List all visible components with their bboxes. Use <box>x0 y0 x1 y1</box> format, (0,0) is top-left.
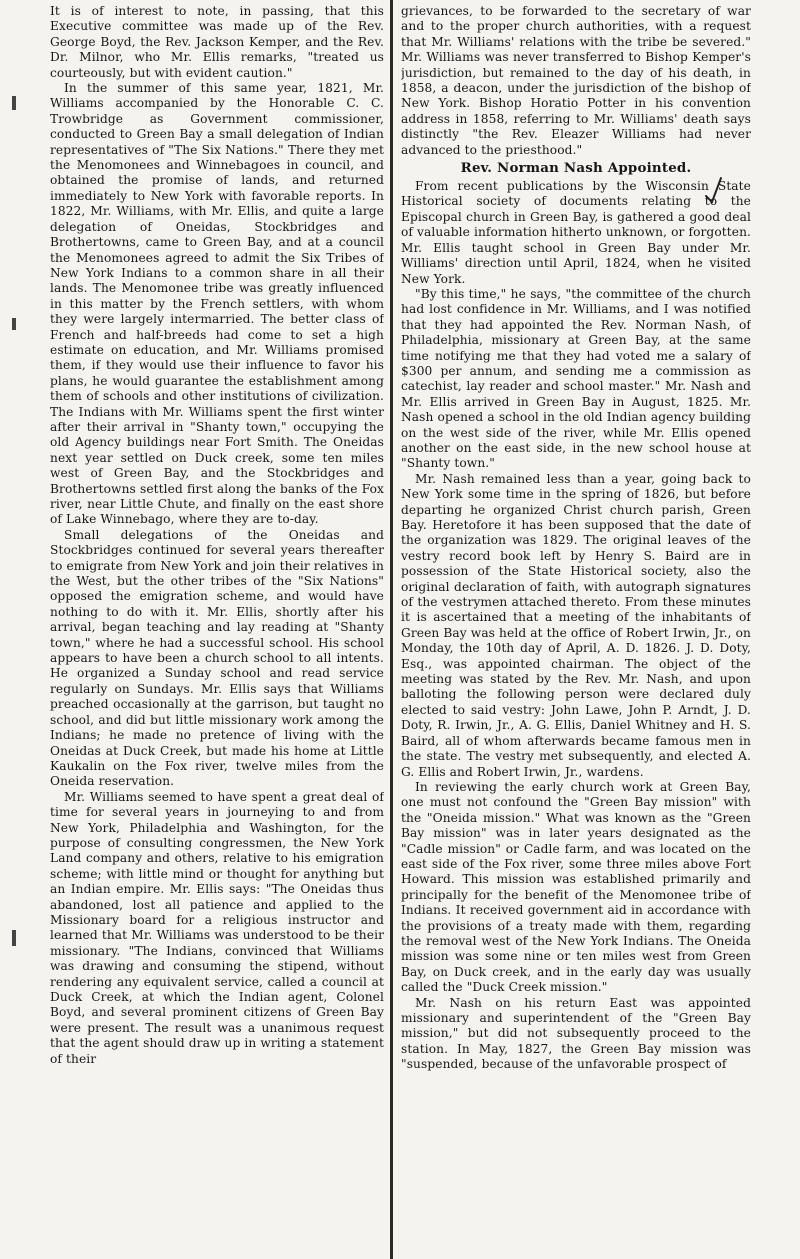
right-paragraph-4: In reviewing the early church work at Green Bay, one must not confound the "Green Bay mission" with the "Oneida mission." What was known as the "Green Bay mission" was in later years designated as the "Cadle mission" or Cadle farm, and was located on the east side of the Fox river, some three miles above Fort Howard. This mission was established primarily and principally for the benefit of the Menomonee tribe of Indians. It received government aid in accordance with the provisions of a treaty made with them, regarding the removal west of the New York Indians. The Oneida mission was some nine or ten miles west from Green Bay, on Duck creek, and in the early day was usually called the "Duck Creek mission." <box>401 779 751 995</box>
scan-edge-mark <box>12 96 16 110</box>
scan-edge-mark <box>12 318 16 330</box>
scan-edge-mark <box>12 930 16 946</box>
right-paragraph-3: Mr. Nash remained less than a year, going back to New York some time in the spring of 1826, but before departing he organized Christ church parish, Green Bay. Heretofore it has been supposed that the date of the organization was 1829. The original leaves of the vestry record book left by Henry S. Baird are in possession of the State Historical society, also the original declaration of faith, with autograph signatures of the vestrymen attached thereto. From these minutes it is ascertained that a meeting of the inhabitants of Green Bay was held at the office of Robert Irwin, Jr., on Monday, the 10th day of April, A. D. 1826. J. D. Doty, Esq., was appointed chairman. The object of the meeting was stated by the Rev. Mr. Nash, and upon balloting the following person were declared duly elected to said vestry: John Lawe, John P. Arndt, J. D. Doty, R. Irwin, Jr., A. G. Ellis, Daniel Whitney and H. S. Baird, all of whom afterwards became famous men in the state. The vestry met subsequently, and elected A. G. Ellis and Robert Irwin, Jr., wardens. <box>401 471 751 779</box>
right-paragraph-5: Mr. Nash on his return East was appointed missionary and superintendent of the "Green Bay mission," but did not subsequently proceed to the station. In May, 1827, the Green Bay mission was "suspended, because of the unfavorable prospect of <box>401 995 751 1072</box>
left-paragraph-2: In the summer of this same year, 1821, Mr. Williams accompanied by the Honorable C. C. Trowbridge as Government commissioner, conducted to Green Bay a small delegation of Indian representatives of "The Six Nations." There they met the Menomonees and Winnebagoes in council, and obtained the promise of lands, and returned immediately to New York with favorable reports. In 1822, Mr. Williams, with Mr. Ellis, and quite a large delegation of Oneidas, Stockbridges and Brothertowns, came to Green Bay, and at a council the Menomonees agreed to admit the Six Tribes of New York Indians to a common share in all their lands. The Menomonee tribe was greatly influenced in this matter by the French settlers, with whom they were largely intermarried. The better class of French and half-breeds had come to set a high estimate on education, and Mr. Williams promised them, if they would use their influence to favor his plans, he would guarantee the establishment among them of schools and other institutions of civilization. The Indians with Mr. Williams spent the first winter after their arrival in "Shanty town," occupying the old Agency buildings near Fort Smith. The Oneidas next year settled on Duck creek, some ten miles west of Green Bay, and the Stockbridges and Brothertowns settled first along the banks of the Fox river, near Little Chute, and finally on the east shore of Lake Winnebago, where they are to-day. <box>50 81 384 527</box>
handwritten-check-mark-icon <box>703 176 723 204</box>
left-column <box>50 4 384 1254</box>
right-column <box>401 4 751 1254</box>
section-heading: Rev. Norman Nash Appointed. <box>460 160 692 177</box>
column-divider <box>390 0 393 1259</box>
left-paragraph-3: Small delegations of the Oneidas and Stockbridges continued for several years thereafter to emigrate from New York and join their relatives in the West, but the other tribes of the "Six Nations" opposed the emigration scheme, and would have nothing to do with it. Mr. Ellis, shortly after his arrival, began teaching and lay reading at "Shanty town," where he had a successful school. His school appears to have been a church school to all intents. He organized a Sunday school and read service regularly on Sundays. Mr. Ellis says that Williams preached occasionally at the garrison, but taught no school, and did but little missionary work among the Indians; he made no pretence of living with the Oneidas at Duck Creek, but made his home at Little Kaukalin on the Fox river, twelve miles from the Oneida reservation. <box>50 527 384 789</box>
right-continued-paragraph: grievances, to be forwarded to the secretary of war and to the proper church authorities, with a request that Mr. Williams' relations with the tribe be severed." Mr. Williams was never transferred to Bishop Kemper's jurisdiction, but remained to the day of his death, in 1858, a deacon, under the jurisdiction of the bishop of New York. Bishop Horatio Potter in his convention address in 1858, referring to Mr. Williams' death says distinctly "the Rev. Eleazer Williams had never advanced to the priesthood." <box>401 4 751 157</box>
left-paragraph-4: Mr. Williams seemed to have spent a great deal of time for several years in journeying to and from New York, Philadelphia and Washington, for the purpose of consulting congressmen, the New York Land company and others, relative to his emigration scheme; with little mind or thought for anything but an Indian empire. Mr. Ellis says: "The Oneidas thus abandoned, lost all patience and applied to the Missionary board for a religious instructor and learned that Mr. Williams was understood to be their missionary. "The Indians, convinced that Williams was drawing and consuming the stipend, without rendering any equivalent service, called a council at Duck Creek, at which the Indian agent, Colonel Boyd, and several prominent citizens of Green Bay were present. The result was a unanimous request that the agent should draw up in writing a statement of their <box>50 789 384 1066</box>
right-paragraph-1: From recent publications by the Wisconsin State Historical society of documents relating to the Episcopal church in Green Bay, is gathered a good deal of valuable information hitherto unknown, or forgotten. Mr. Ellis taught school in Green Bay under Mr. Williams' direction until April, 1824, when he visited New York. <box>401 179 751 286</box>
left-paragraph-1: It is of interest to note, in passing, that this Executive committee was made up of the Rev. George Boyd, the Rev. Jackson Kemper, and the Rev. Dr. Milnor, who Mr. Ellis remarks, "treated us courteously, but with evident caution." <box>50 4 384 80</box>
right-paragraph-2: "By this time," he says, "the committee of the church had lost confidence in Mr. Williams, and I was notified that they had appointed the Rev. Norman Nash, of Philadelphia, missionary at Green Bay, at the same time notifying me that they had voted me a salary of $300 per annum, and sending me a commission as catechist, lay reader and school master." Mr. Nash and Mr. Ellis arrived in Green Bay in August, 1825. Mr. Nash opened a school in the old Indian agency building on the west side of the river, while Mr. Ellis opened another on the east side, in the new school house at "Shanty town." <box>401 286 751 471</box>
